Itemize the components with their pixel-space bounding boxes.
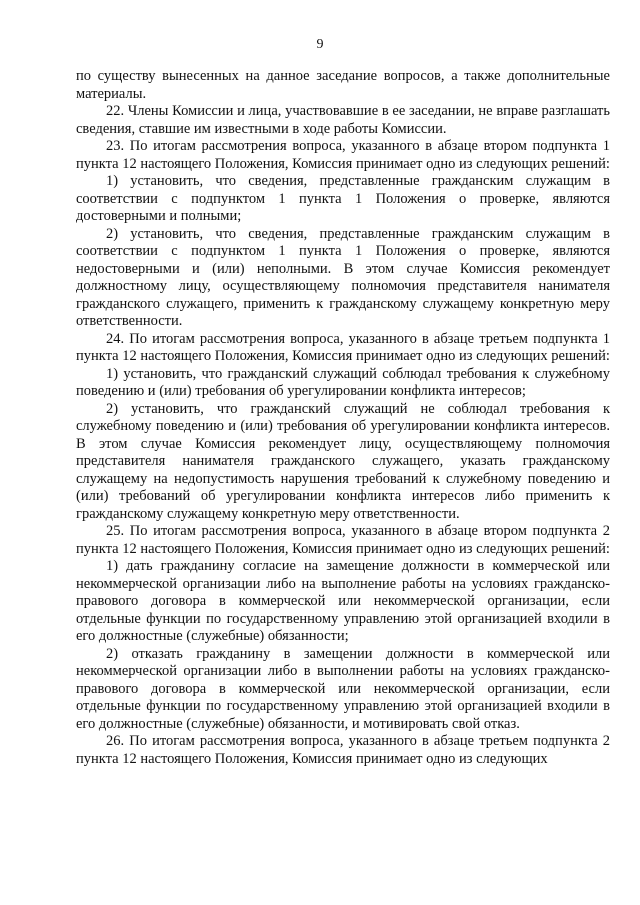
paragraph-item-23-sub-2: 2) установить, что сведения, представленные гражданским служащим в соответствии с подпунктом 1 пункта 1 Положения о проверке, являются недостоверными и (или) неполными. В этом случае Комиссия рекомендует должностному лицу, осуществляющему полномочия представителя нанимателя гражданского служащего, применить к гражданскому служащему конкретную меру ответственности.: [76, 225, 610, 329]
paragraph-item-24-sub-2: 2) установить, что гражданский служащий не соблюдал требования к служебному поведению и (или) требования об урегулировании конфликта интересов. В этом случае Комиссия рекомендует лицу, осуществляющему полномочия представителя нанимателя гражданского служащего, указать гражданскому служащему на недопустимость нарушения требований к служебному поведению и (или) требований об урегулировании конфликта интересов либо применить к гражданскому служащему конкретную меру ответственности.: [76, 400, 610, 522]
paragraph-item-23: 23. По итогам рассмотрения вопроса, указанного в абзаце втором подпункта 1 пункта 12 настоящего Положения, Комиссия принимает одно из следующих решений:: [76, 138, 610, 172]
document-body: [76, 68, 610, 768]
paragraph-item-22: 22. Члены Комиссии и лица, участвовавшие в ее заседании, не вправе разглашать сведения, ставшие им известными в ходе работы Комиссии.: [76, 103, 610, 137]
paragraph-item-24: 24. По итогам рассмотрения вопроса, указанного в абзаце третьем подпункта 1 пункта 12 настоящего Положения, Комиссия принимает одно из следующих решений:: [76, 330, 610, 364]
paragraph-continuation: по существу вынесенных на данное заседание вопросов, а также дополнительные материалы.: [76, 68, 610, 102]
page-number: 9: [316, 37, 324, 52]
paragraph-item-26: 26. По итогам рассмотрения вопроса, указанного в абзаце третьем подпункта 2 пункта 12 настоящего Положения, Комиссия принимает одно из следующих: [76, 733, 610, 767]
paragraph-item-25-sub-2: 2) отказать гражданину в замещении должности в коммерческой или некоммерческой организации либо в выполнении работы на условиях гражданско-правового договора в коммерческой или некоммерческой организации, если отдельные функции по государственному управлению этой организацией входили в его должностные (служебные) обязанности, и мотивировать свой отказ.: [76, 645, 610, 732]
paragraph-item-25: 25. По итогам рассмотрения вопроса, указанного в абзаце втором подпункта 2 пункта 12 настоящего Положения, Комиссия принимает одно из следующих решений:: [76, 523, 610, 557]
paragraph-item-25-sub-1: 1) дать гражданину согласие на замещение должности в коммерческой или некоммерческой организации либо на выполнение работы на условиях гражданско-правового договора в коммерческой или некоммерческой организации, если отдельные функции по государственному управлению этой организацией входили в его должностные (служебные) обязанности;: [76, 558, 610, 644]
paragraph-item-23-sub-1: 1) установить, что сведения, представленные гражданским служащим в соответствии с подпунктом 1 пункта 1 Положения о проверке, являются достоверными и полными;: [76, 173, 610, 224]
paragraph-item-24-sub-1: 1) установить, что гражданский служащий соблюдал требования к служебному поведению и (или) требования об урегулировании конфликта интересов;: [76, 365, 610, 399]
